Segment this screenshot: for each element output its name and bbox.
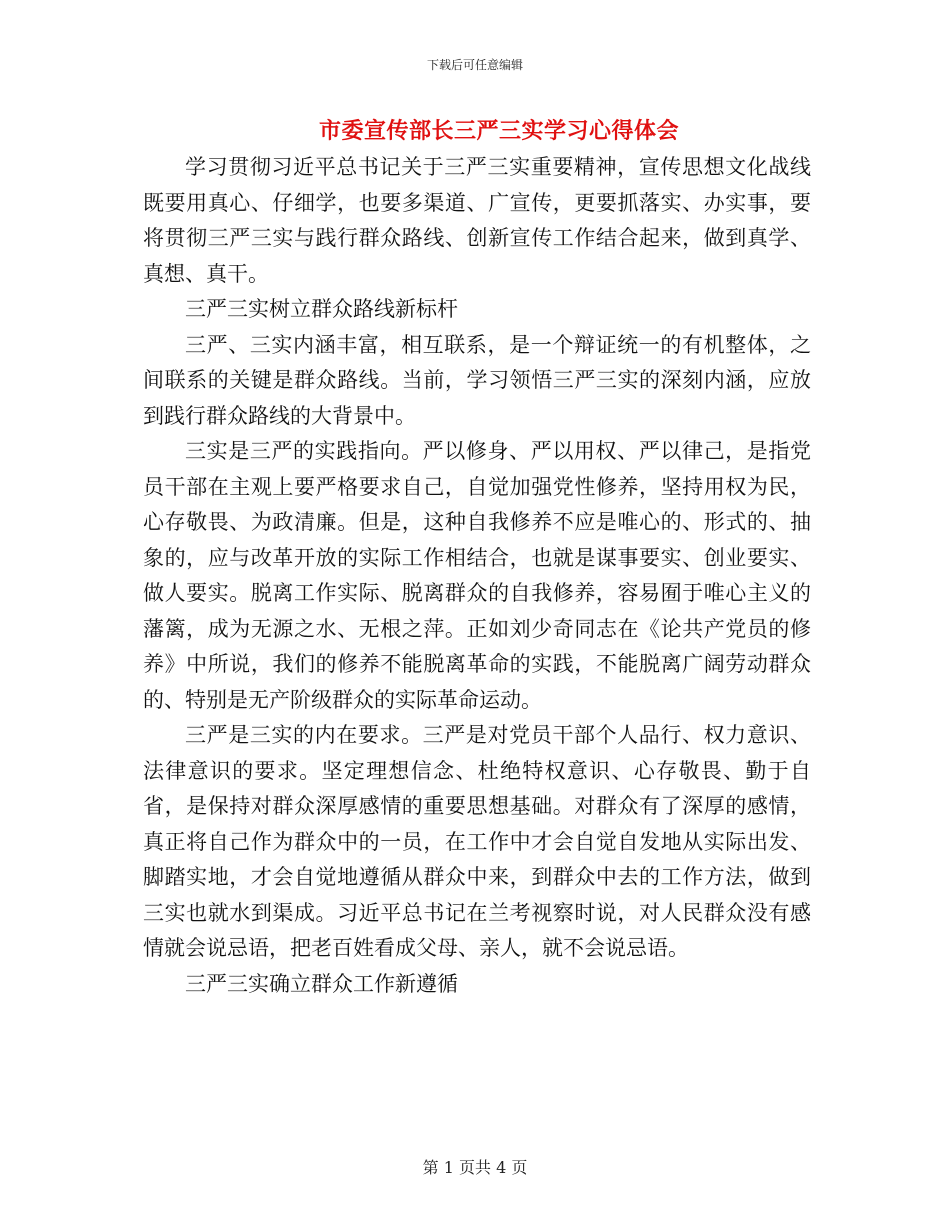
section-heading: 三严三实确立群众工作新遵循 xyxy=(185,971,458,996)
document-title: 市委宣传部长三严三实学习心得体会 xyxy=(318,118,679,144)
paragraph: 三严是三实的内在要求。三严是对党员干部个人品行、权力意识、法律意识的要求。坚定理想信念、杜绝特权意识、心存敬畏、勤于自省，是保持对群众深厚感情的重要思想基础。对群众有了深厚的感情，真正将自己作为群众中的一员，在工作中才会自觉自发地从实际出发、脚踏实地，才会自觉地遵循从群众中来，到群众中去的工作方法，做到三实也就水到渠成。习近平总书记在兰考视察时说，对人民群众没有感情就会说忌语，把老百姓看成父母、亲人，就不会说忌语。 xyxy=(143,723,811,960)
header-note: 下载后可任意编辑 xyxy=(426,58,523,72)
paragraph: 学习贯彻习近平总书记关于三严三实重要精神，宣传思想文化战线既要用真心、仔细学，也要多渠道、广宣传，更要抓落实、办实事，要将贯彻三严三实与践行群众路线、创新宣传工作结合起来，做到真学、真想、真干。 xyxy=(143,155,811,286)
document-body xyxy=(143,150,811,1002)
paragraph: 三严、三实内涵丰富，相互联系，是一个辩证统一的有机整体，之间联系的关键是群众路线。当前，学习领悟三严三实的深刻内涵，应放到践行群众路线的大背景中。 xyxy=(143,332,811,428)
page-number: 第 1 页共 4 页 xyxy=(422,1158,528,1177)
paragraph: 三实是三严的实践指向。严以修身、严以用权、严以律己，是指党员干部在主观上要严格要求自己，自觉加强党性修养，坚持用权为民，心存敬畏、为政清廉。但是，这种自我修养不应是唯心的、形式的、抽象的，应与改革开放的实际工作相结合，也就是谋事要实、创业要实、做人要实。脱离工作实际、脱离群众的自我修养，容易囿于唯心主义的藩篱，成为无源之水、无根之萍。正如刘少奇同志在《论共产党员的修养》中所说，我们的修养不能脱离革命的实践，不能脱离广阔劳动群众的、特别是无产阶级群众的实际革命运动。 xyxy=(143,439,811,712)
section-heading: 三严三实树立群众路线新标杆 xyxy=(185,297,458,321)
